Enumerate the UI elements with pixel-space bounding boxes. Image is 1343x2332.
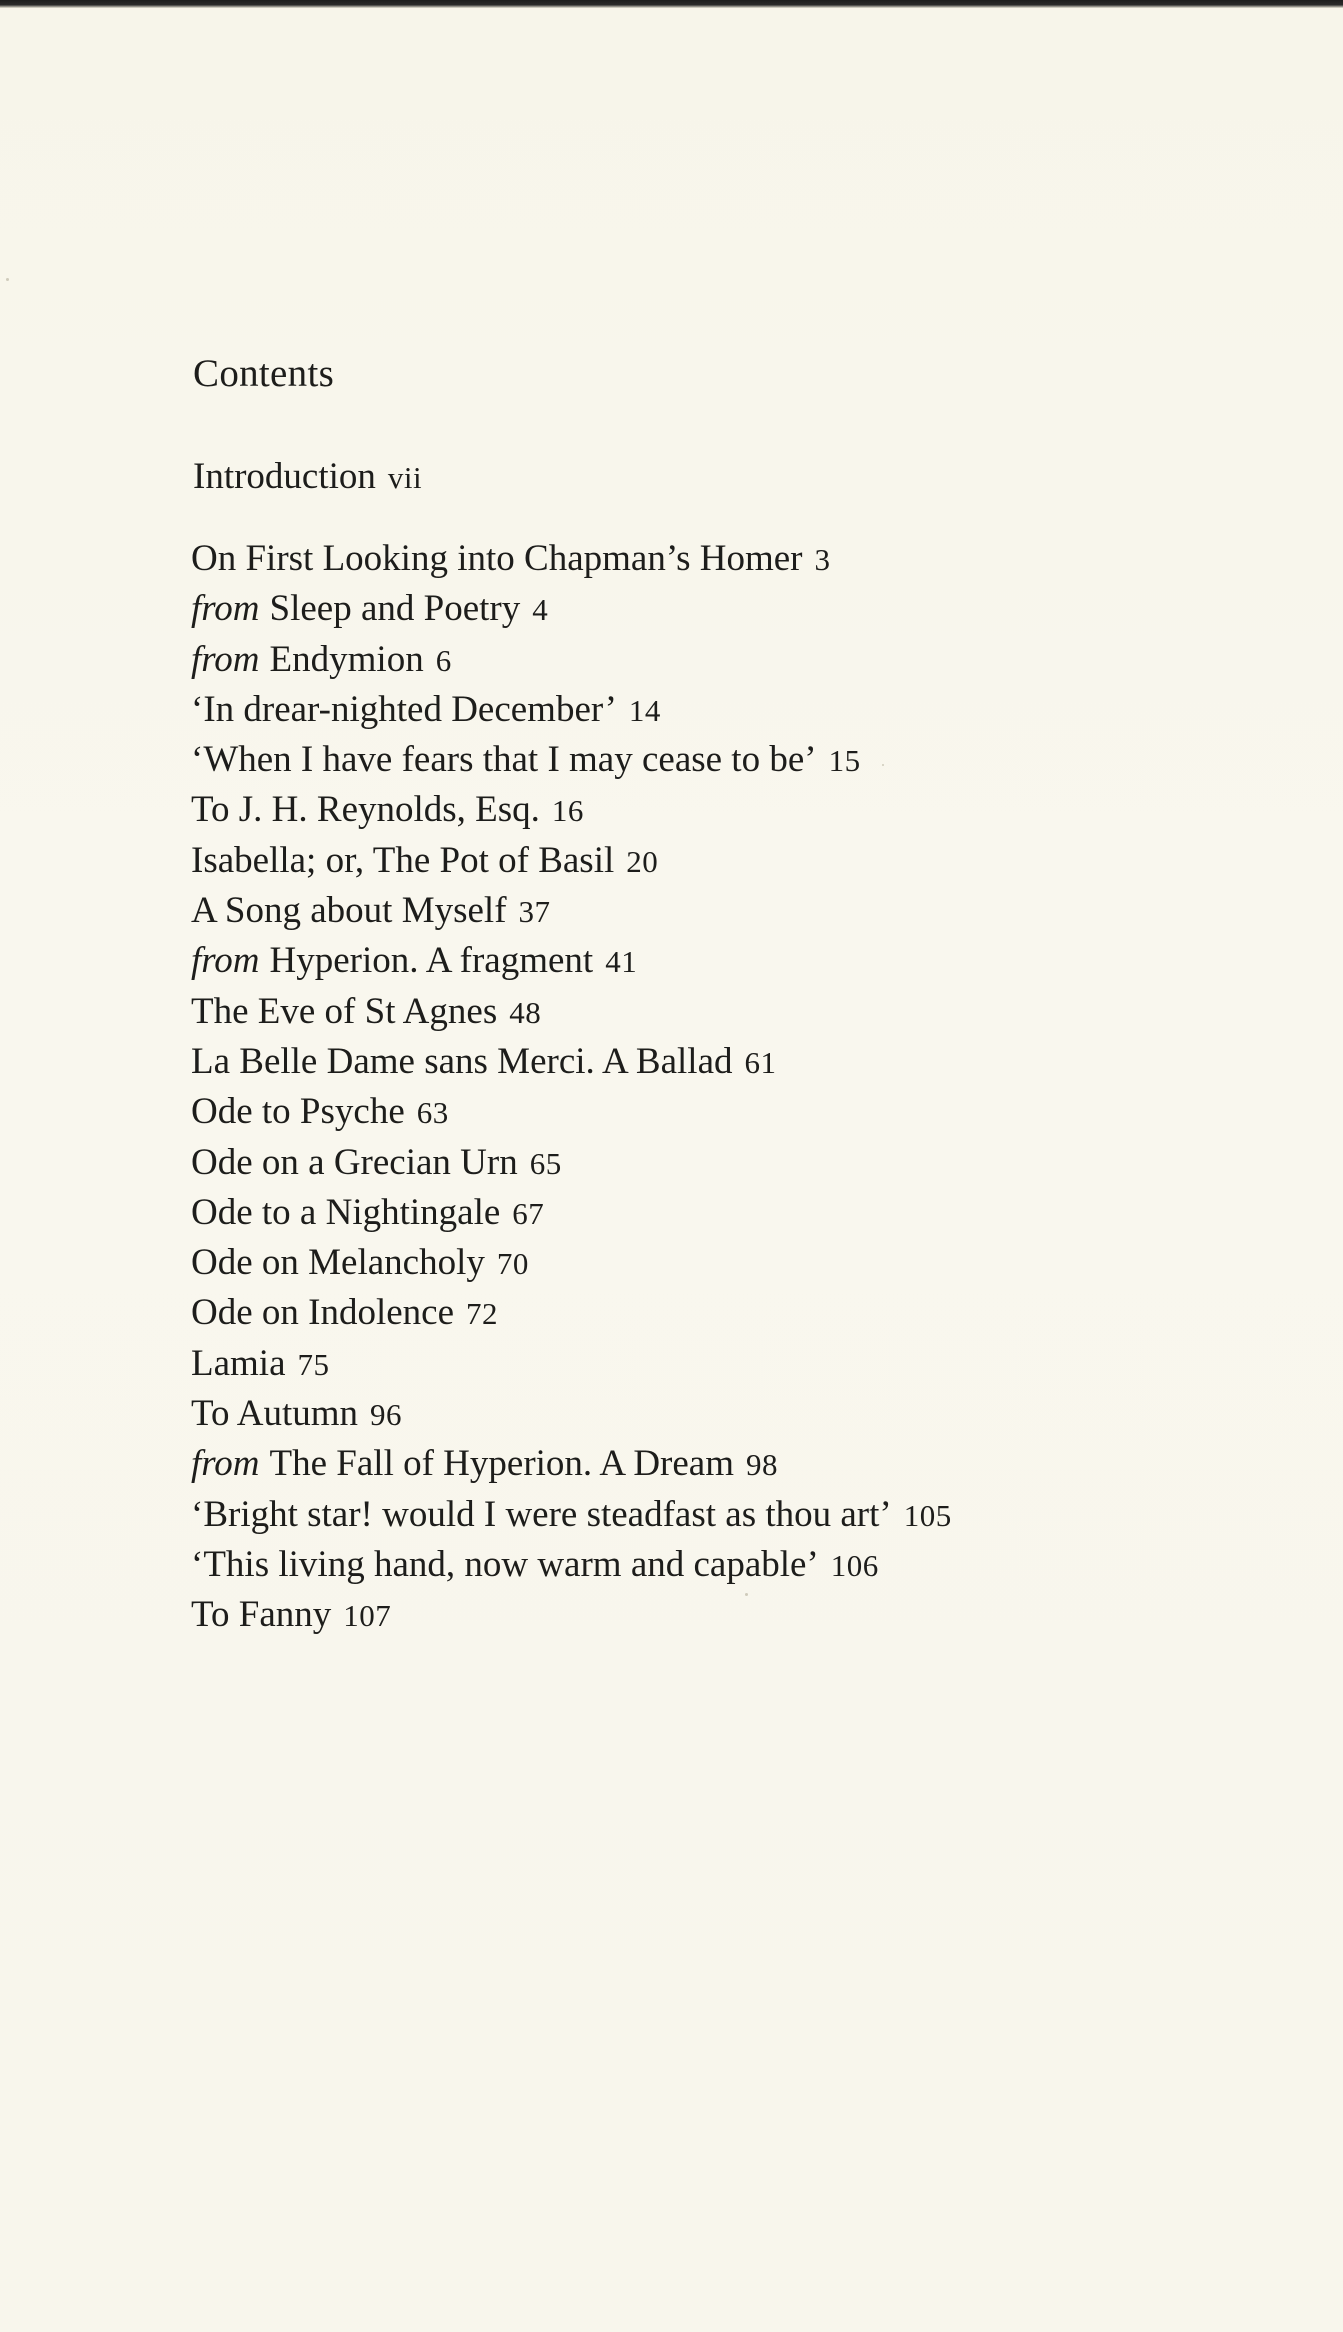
toc-entry-title: La Belle Dame sans Merci. A Ballad [191,1040,733,1082]
toc-entry-page-number: 14 [628,692,661,728]
toc-entry [191,936,952,986]
toc-entry-page-number: 16 [551,793,584,829]
toc-entry [191,635,952,685]
toc-entry-title: ‘When I have fears that I may cease to be’ [191,739,817,781]
toc-entry-page-number: 106 [830,1547,879,1583]
introduction-entry [193,455,422,498]
toc-entry [191,1238,952,1288]
toc-entry [191,1339,952,1389]
toc-entry-title: The Eve of St Agnes [191,990,498,1032]
toc-entry-title: To Autumn [191,1393,359,1435]
toc-entry-title: Sleep and Poetry [269,588,521,630]
toc-entry [191,886,952,936]
toc-entry-title: ‘This living hand, now warm and capable’ [191,1543,819,1585]
toc-entry-title: A Song about Myself [191,890,507,932]
toc-entry-page-number: 75 [297,1346,330,1382]
toc-entry-page-number: 4 [532,592,549,628]
toc-entry-title: ‘Bright star! would I were steadfast as thou art’ [191,1493,892,1535]
toc-entry-title: ‘In drear-nighted December’ [191,688,617,730]
toc-entry-page-number: 15 [828,743,861,779]
toc-entry [191,735,952,785]
toc-entry [191,685,952,735]
toc-entry-title: Isabella; or, The Pot of Basil [191,839,615,881]
introduction-title: Introduction [193,456,376,497]
toc-entry [191,1037,952,1087]
toc-entry-title: The Fall of Hyperion. A Dream [269,1443,734,1485]
toc-entry-title: To Fanny [191,1594,332,1636]
toc-entry [191,785,952,835]
table-of-contents [191,534,952,1641]
toc-entry [191,836,952,886]
toc-entry [191,534,952,584]
toc-entry-prefix: from [191,940,260,982]
toc-entry [191,1389,952,1439]
toc-entry [191,1188,952,1238]
toc-entry [191,1087,952,1137]
toc-entry-page-number: 48 [509,994,542,1030]
toc-entry-title: Ode on Indolence [191,1292,455,1334]
page-top-edge [0,0,1343,8]
toc-entry-page-number: 3 [814,542,831,577]
toc-entry-page-number: 96 [370,1397,403,1433]
toc-entry-page-number: 37 [518,894,551,930]
toc-entry [191,1490,952,1540]
toc-entry-title: Ode to a Nightingale [191,1191,501,1233]
toc-entry-title: To J. H. Reynolds, Esq. [191,789,540,831]
toc-entry-page-number: 72 [466,1296,499,1332]
introduction-page-number: vii [387,460,423,495]
toc-entry-page-number: 41 [605,944,638,980]
toc-entry [191,584,952,634]
toc-entry [191,1590,952,1640]
toc-entry [191,1288,952,1338]
toc-entry-page-number: 105 [903,1497,952,1533]
toc-entry-page-number: 20 [626,843,659,879]
toc-entry-page-number: 98 [745,1447,778,1483]
toc-entry [191,1138,952,1188]
toc-entry [191,1439,952,1489]
toc-entry-title: On First Looking into Chapman’s Homer [191,538,803,579]
toc-entry-page-number: 63 [416,1095,449,1131]
toc-entry [191,1540,952,1590]
toc-entry-title: Lamia [191,1342,286,1384]
toc-entry-page-number: 107 [343,1598,392,1634]
toc-entry-title: Ode on a Grecian Urn [191,1141,518,1183]
paper-speck [882,764,884,766]
toc-entry-page-number: 70 [496,1246,529,1282]
toc-entry-prefix: from [191,638,260,680]
toc-entry-page-number: 61 [744,1044,777,1080]
toc-entry [191,987,952,1037]
toc-entry-title: Ode on Melancholy [191,1242,485,1284]
paper-speck [6,278,9,281]
contents-heading: Contents [193,352,335,395]
toc-entry-page-number: 6 [435,642,452,678]
toc-entry-page-number: 65 [529,1145,562,1181]
toc-entry-prefix: from [191,1443,260,1485]
toc-entry-title: Hyperion. A fragment [269,940,594,982]
toc-entry-title: Endymion [269,638,424,680]
toc-entry-title: Ode to Psyche [191,1091,405,1133]
toc-entry-page-number: 67 [512,1195,545,1231]
paper-speck [745,1593,748,1596]
toc-entry-prefix: from [191,588,260,630]
